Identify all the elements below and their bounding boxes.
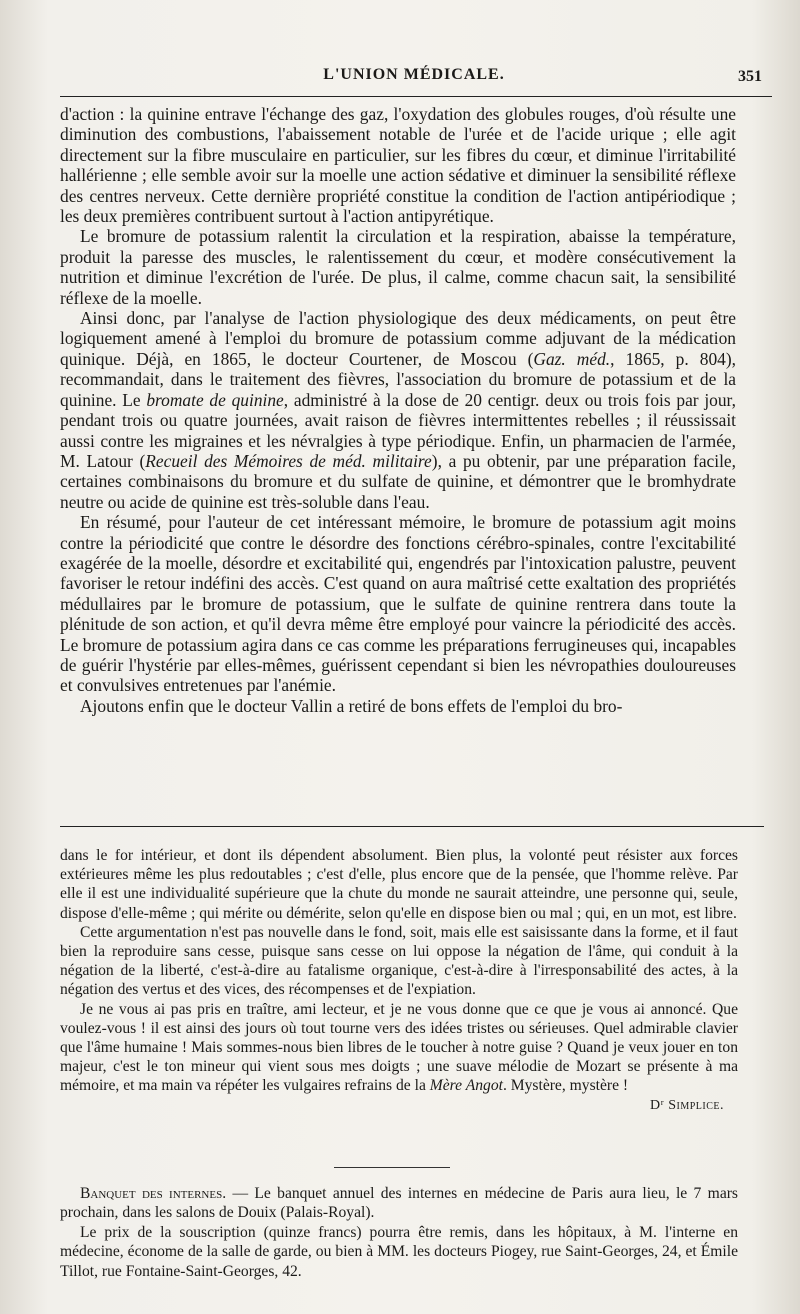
- page-header: [60, 66, 768, 92]
- footnote-paragraph-1: dans le for intérieur, et dont ils dépendent absolument. Bien plus, la volonté peut résister aux forces extérieures même les plus redoutables ; c'est d'elle, plus encore que de la pensée, que l'homme relève. Par elle il est une individualité supérieure que la chute du monde ne saurait atteindre, une personne qui, seule, dispose d'elle-même ; qui mérite ou démérite, selon qu'elle en dispose bien ou mal ; qui, en un mot, est libre.: [60, 847, 738, 922]
- section-divider: [334, 1167, 450, 1168]
- term-bromate-de-quinine: bromate de quinine: [146, 389, 284, 410]
- paragraph-3: [60, 308, 736, 512]
- paragraph-3-part: , 1865, p. 804), recommandait, dans le traitement des fièvres, l'association du bromure de potassium et de la quinine. Le: [60, 348, 736, 410]
- paragraph-2: Le bromure de potassium ralentit la circulation et la respiration, abaisse la température, produit la paresse des muscles, le ralentissement du cœur, et modère consécutivement la nutrition et diminue l'excrétion de l'urée. De plus, il calme, comme chacun sait, la sensibilité réflexe de la moelle.: [60, 226, 736, 308]
- footnote-paragraph-3-part: . Mystère, mystère !: [502, 1077, 629, 1095]
- paragraph-1: d'action : la quinine entrave l'échange des gaz, l'oxydation des globules rouges, d'où résulte une diminution des combustions, l'abaissement notable de l'urée et de l'acide urique ; elle agit directement sur la fibre musculaire en particulier, sur les fibres du cœur, et diminue l'irritabilité hallérienne ; elle semble avoir sur la moelle une action sédative et diminuer la sensibilité réflexe des centres nerveux. Cette dernière propriété constitue la condition de l'action antipériodique ; les deux premières contribuent surtout à l'action antipyrétique.: [60, 104, 736, 227]
- notice-paragraph-1: [60, 1184, 738, 1223]
- footnote-paragraph-2: Cette argumentation n'est pas nouvelle dans le fond, soit, mais elle est saisissante dans la forme, et il faut bien la reproduire sans cesse, puisque sans cesse on lui oppose la négation de l'âme, qui conduit à la négation de la liberté, c'est-à-dire au fatalisme organique, c'est-à-dire à l'irresponsabilité des actes, à la négation des vertus et des vices, des récompenses et de l'expiation.: [60, 923, 738, 999]
- author-signature: Dʳ Simplice.: [650, 1097, 724, 1113]
- notice-title: Banquet des internes.: [80, 1185, 227, 1202]
- banquet-notice: [60, 1184, 738, 1281]
- citation-recueil: Recueil des Mémoires de méd. militaire: [145, 450, 432, 471]
- header-rule: [60, 96, 772, 97]
- paragraph-3-part: , administré à la dose de 20 centigr. deux ou trois fois par jour, pendant trois ou quatre journées, avait raison de fièvres intermittentes rebelles ; il réussissait aussi contre les migraines et les névralgies à type périodique. Enfin, un pharmacien de l'armée, M. Latour (: [60, 389, 736, 471]
- footnote-paragraph-3: [60, 1000, 738, 1096]
- footnote-paragraph-3-part: Je ne vous ai pas pris en traître, ami lecteur, et je ne vous donne que ce que je vous ai annoncé. Que voulez-vous ! il est ainsi des jours où tout tourne vers des idées tristes ou sérieuses. Quel admirable clavier que l'âme humaine ! Mais sommes-nous bien libres de le toucher à notre guise ? Quand je veux jouer en ton majeur, c'est le ton mineur qui vient sous mes doigts ; une suave mélodie de Mozart se présente à ma mémoire, et ma main va répéter les vulgaires refrains de la: [60, 1000, 738, 1095]
- main-article-text: [60, 104, 736, 716]
- footnote-feuilleton: [60, 846, 738, 1115]
- running-title: L'UNION MÉDICALE.: [323, 66, 505, 83]
- page-number: 351: [738, 68, 762, 85]
- title-mere-angot: Mère Angot: [429, 1077, 503, 1095]
- paragraph-3-part: Ainsi donc, par l'analyse de l'action physiologique des deux médicaments, on peut être logiquement amené à l'emploi du bromure de potassium comme adjuvant de la médication quinique. Déjà, en 1865, le docteur Courtener, de Moscou (: [60, 308, 736, 369]
- notice-body: — Le banquet annuel des internes en médecine de Paris aura lieu, le 7 mars prochain, dans les salons de Douix (Palais-Royal).: [60, 1185, 738, 1222]
- paragraph-3-part: ), a pu obtenir, par une préparation facile, certaines combinaisons du bromure et du sulfate de quinine, et démontrer que le bromhydrate neutre ou acide de quinine est très-soluble dans l'eau.: [60, 450, 736, 512]
- notice-paragraph-2: Le prix de la souscription (quinze francs) pourra être remis, dans les hôpitaux, à M. l'interne en médecine, économe de la salle de garde, ou bien à MM. les docteurs Piogey, rue Saint-Georges, 24, et Émile Tillot, rue Fontaine-Saint-Georges, 42.: [60, 1223, 738, 1280]
- paragraph-4: En résumé, pour l'auteur de cet intéressant mémoire, le bromure de potassium agit moins contre la périodicité que contre le désordre des fonctions cérébro-spinales, contre l'excitabilité exagérée de la moelle, désordre et excitabilité qui, engendrés par l'intoxication palustre, peuvent favoriser le retour indéfini des accès. C'est quand on aura maîtrisé cette exaltation des propriétés médullaires par le bromure de potassium, que le sulfate de quinine rentrera dans toute la plénitude de son action, et qu'il devra même être employé pour vaincre la périodicité des accès. Le bromure de potassium agira dans ce cas comme les préparations ferrugineuses qui, incapables de guérir l'hystérie par elles-mêmes, guérissent cependant si bien les névropathies douloureuses et convulsives entretenues par l'anémie.: [60, 512, 736, 696]
- citation-gaz-med: Gaz. méd.: [533, 348, 611, 369]
- footnote-rule: [60, 826, 764, 827]
- paragraph-5: Ajoutons enfin que le docteur Vallin a retiré de bons effets de l'emploi du bro-: [80, 695, 623, 716]
